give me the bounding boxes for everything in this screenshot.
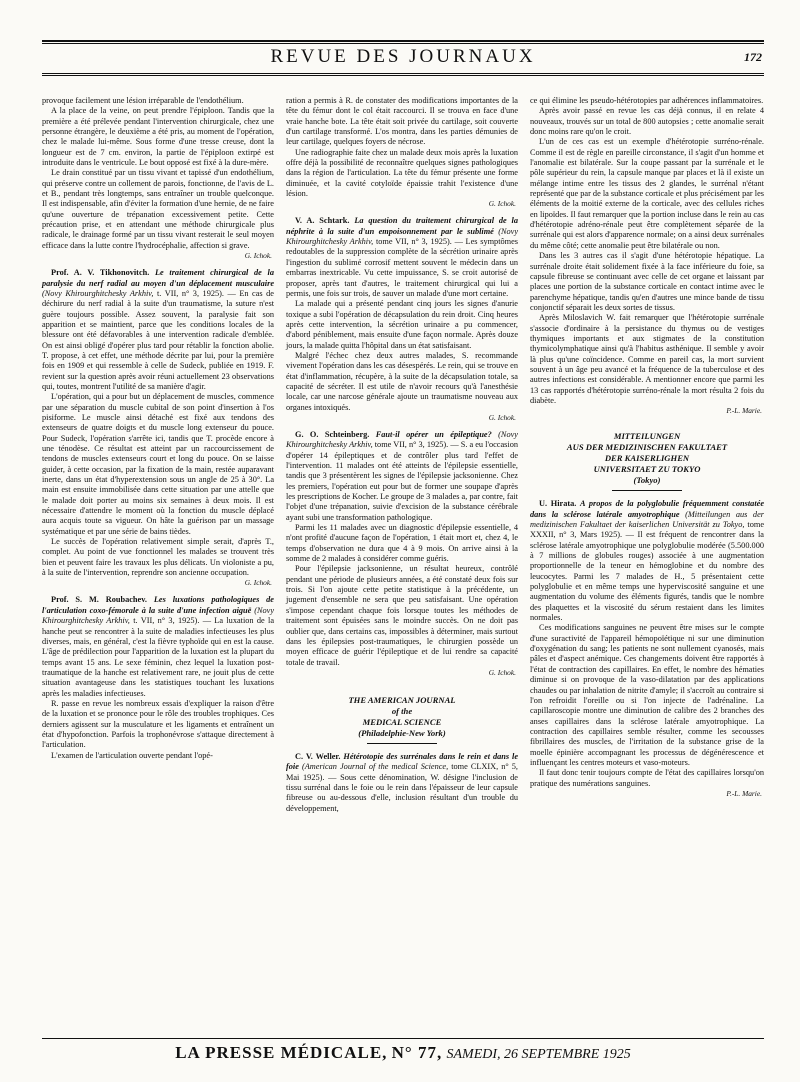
- article-source: (Novy Khirourghitchesky Arkhiv,: [286, 226, 519, 247]
- article-entry: [286, 430, 518, 523]
- header-rule-thin: [42, 43, 764, 44]
- article-title: Hétérotopie des surrénales dans le rein et dans le foie: [286, 751, 518, 772]
- section-heading-line: UNIVERSITAET ZU TOKYO: [593, 464, 701, 475]
- article-author: Prof. S. M. Roubachev.: [51, 595, 147, 605]
- header-rule-bottom-2: [42, 75, 764, 76]
- section-heading-line: (Tokyo): [633, 475, 661, 486]
- paragraph: Une radiographie faite chez un malade deux mois après la luxation offre déjà la possibilité de reconnaître quelques signes pathologiques dans la région de l'articulation. La tête du fémur présente une forme diminuée, et la cavité cotyloïde épaissie trahit l'existence d'une lésion.: [286, 147, 518, 199]
- signature: G. Ichok.: [488, 199, 516, 209]
- section-heading-line: MITTEILUNGEN: [613, 431, 681, 442]
- page-number: 172: [744, 50, 762, 64]
- article-author: U. Hirata.: [539, 499, 577, 509]
- section-heading-line: of the: [391, 705, 413, 716]
- article-entry: [530, 499, 764, 623]
- footer-rule: [42, 1038, 764, 1039]
- article-source: (American Journal of the medical Science,: [301, 762, 449, 772]
- section-divider: [367, 743, 437, 744]
- article-body: tome VII, n° 3, 1925). — S. a eu l'occasion d'opérer 14 épileptiques et de contrôler plus tard l'effet de l'intervention. 11 malades ont été atteints de l'épilepsie essentielle, tandis que 3 présentèrent les signes de l'épilepsie jacksonienne. Chez les premiers, l'opération eut pour but de former une soupape d'après les prescriptions de Kocher. Le groupe de 3 malades a, par contre, fait l'objet d'une trépanation, suivie d'excision de la substance cérébrale ayant subi une transformation pathologique.: [286, 440, 518, 522]
- paragraph: Ces modifications sanguines ne peuvent être mises sur le compte d'une suractivité de l'appareil hémopoïétique ni sur une diminution d'oxygénation du sang; les patients ne sont nullement cyanosés, mais pâles et d'aspect anémique. Ces changements doivent être rapportés à l'état de contraction des capillaires. En effet, le nombre des hématies diminue si on provoque de la vaso-dilatation par des applications chaudes ou par inhalation de nitrite d'amyle; il s'accroît au contraire si l'on refroidit l'oreille ou si l'on injecte de l'adrénaline. La capillaroscopie montre une diminution de calibre des 2 branches des anses capillaires dans la sclérose latérale amyotrophique. La contraction des capillaires semble résulter, comme les secousses fibrillaires des muscles, de l'irritation de la substance grise de la moelle épinière accompagnant les processus de dégénérescence et influençant les centres moteurs et vaso-moteurs.: [530, 623, 764, 767]
- paragraph: L'opération, qui a pour but un déplacement de muscles, commence par une séparation du muscle cubital de son point d'insertion à l'os pisiforme. Le muscle ainsi détaché est fixé aux tendons des extenseurs de quatre doigts et du muscle long extenseur du pouce. Pour Sudeck, l'opération s'arrête ici, tandis que T. procède encore à une ténodèse. Ce résultat est atteint par un raccourcissement de tendons de muscles extenseurs court et long du pouce. On se laisse guider, à cette occasion, par la fixation de la main, restée auparavant inerte, dans un état d'hyperextension sous un angle de 25 à 30°. La main est ensuite immobilisée dans cette situation par une attelle que le malade doit porter au moins six semaines à deux mois. Il est nécessaire d'attendre le moment où la fonction du muscle déplacé aura acquis toute sa vigueur. On hâte la guérison par un massage systématique et par une série de bains tièdes.: [42, 392, 274, 536]
- section-divider: [612, 490, 682, 491]
- article-author: G. O. Schteinberg.: [295, 429, 370, 439]
- article-entry: [42, 268, 274, 392]
- column-left: [42, 96, 274, 761]
- column-right: [530, 96, 764, 806]
- section-heading: [530, 431, 764, 486]
- paragraph: ce qui élimine les pseudo-hétérotopies par adhérences inflammatoires.: [530, 96, 764, 105]
- signature: G. Ichok.: [488, 667, 516, 677]
- signature: G. Ichok.: [244, 578, 272, 588]
- paragraph: L'un de ces cas est un exemple d'hétérotopie surréno-rénale. Comme il est de règle en pareille circonstance, il s'agit d'un homme et l'anomalie est bilatérale. Sur la coupe passant par la surrénale et le pôle supérieur du rein, la capsule manque par places et là il existe un mélange intime entre les tissus des 2 glandes, le surrénal n'étant représenté que par de la substance corticale et plus précisément par les éléments de la moitié externe de la corticale, avec des cellules riches en lipoïdes. Il faut remarquer que la portion incluse dans le rein au cas d'hétérotopie adréno-rénale peut être complètement séparée de la surrénale qui est alors d'apparence normale; on a ainsi deux surrénales du même côté; cette anomalie peut être bilatérale ou non.: [530, 137, 764, 250]
- article-title: Les luxations pathologiques de l'articulation coxo-fémorale à la suite d'une infection aiguë: [42, 595, 274, 615]
- paragraph: L'examen de l'articulation ouverte pendant l'opé-: [51, 750, 213, 760]
- paragraph: ration a permis à R. de constater des modifications importantes de la tête du fémur dont le col était raccourci. Il se trouva en face d'une vraie hanche bote. La tête était soit privée du cartilage, soit couverte d'un cartilage transformé. L'os montra, dans les parties démunies de leur cartilage, quelques foyers de nécrose.: [286, 96, 518, 147]
- paragraph: R. passe en revue les nombreux essais d'expliquer la raison d'être de la luxation et se prononce pour le rôle des troubles trophiques. Ces derniers agissent sur la musculature et les ligaments et entraînent un état d'hypofonction. Parfois la trophonévrose s'attaque directement à l'articulation.: [42, 698, 274, 750]
- signature: G. Ichok.: [488, 412, 516, 422]
- footer-issue: N° 77,: [391, 1043, 443, 1062]
- footer-journal: LA PRESSE MÉDICALE,: [175, 1043, 388, 1062]
- paragraph: A la place de la veine, on peut prendre l'épiploon. Tandis que la première a été prélevée pendant l'intervention chirurgicale, chez une personne étrangère, le deuxième a été pris, au moment de l'opération, chez le malade lui-même. Sous forme d'une tresse creuse, dont la longueur est de 7 cm. environ, la partie de l'épiploon extirpé est introduite dans le ventricule. Le bout opposé est fixé à la dure-mère.: [42, 106, 274, 168]
- article-source: (Mitteilungen aus der medizinischen Fakultaet der kaiserlichen Universität zu Tokyo,: [530, 509, 764, 529]
- paragraph: Après Miloslavich W. fait remarquer que l'hétérotopie surrénale s'associe d'ordinaire à la persistance du thymus ou de vestiges thymiques importants et aux stigmates de la constitution thymicolymphatique ainsi qu'à l'habitus asthénique. Il semble y avoir là plus qu'une coïncidence. Comme en pareil cas, la mort survient souvent à un âge peu avancé et la fréquence de la tuberculose et des autres infections est considérable. A mentionner encore que parmi les 13 cas rapportés d'hétérotopie surréno-rénale la mort résulta 2 fois du diabète.: [530, 313, 764, 405]
- column-middle: [286, 96, 518, 814]
- paragraph: Le drain constitué par un tissu vivant et tapissé d'un endothélium, qui préserve contre un collement de parois, fonctionne, de l'avis de L. et B., pendant très longtemps, sans entraîner un trouble quelconque. Il est indispensable, afin d'éviter la formation d'une hernie, de ne faire qu'une ouverture de trépanation excessivement petite. Cette précaution prise, et en attendant une méthode chirurgicale plus radicale, le drainage formé par un tissu vivant resterait le seul moyen efficace dans la lutte contre l'hydrocéphalie, affection si grave.: [42, 168, 274, 250]
- paragraph: Pour l'épilepsie jacksonienne, un résultat heureux, contrôlé pendant une période de plusieurs années, a été constaté deux fois sur trois. Si l'on ajoute cette petite statistique à la précédente, un jugement d'ensemble ne sera que peu satisfaisant. Une opération s'impose cependant chaque fois lorsque toutes les méthodes de traitement sont épuisées sans le moindre succès. On ne doit pas oublier que, dans certains cas, impossibles à déterminer, mais surtout dans les épilepsies post-traumatiques, le chirurgien possède un moyen efficace de guérir l'épileptique et de lui rendre sa capacité totale de travail.: [286, 564, 518, 667]
- paragraph: Il faut donc tenir toujours compte de l'état des capillaires lorsqu'on pratique des numérations sanguines.: [530, 768, 764, 788]
- signature: P.-L. Marie.: [726, 788, 762, 798]
- article-author: C. V. Weller.: [295, 751, 341, 761]
- paragraph: Malgré l'échec chez deux autres malades, S. recommande vivement l'opération dans les cas désespérés. Le rein, qui se trouve en état d'inflammation, récupère, à la suite de la décapsulation totale, sa capacité de sécréter. Il est utile de n'avoir recours qu'à l'anesthésie locale, car une narcose générale ajoute un traumatisme nouveau aux organes intoxiqués.: [286, 350, 518, 412]
- article-entry: [42, 595, 274, 698]
- article-author: Prof. A. V. Tikhonovitch.: [51, 268, 150, 278]
- article-title: Le traitement chirurgical de la paralysie du nerf radial au moyen d'un déplacement musculaire: [42, 268, 274, 288]
- article-source: (Novy Khirourghitchesky Arkhiv,: [42, 288, 154, 298]
- article-body: tome XXXII, n° 3, Mars 1925). — Il est fréquent de rencontrer dans la sclérose latérale amyotrophique une polyglobulie modérée (5.500.000 à 7 millions de globules rouges) associée à une augmentation proportionnelle de la teneur en hémoglobine et du nombre des leucocytes. Parmi les 7 malades de H., 5 présentaient cette polyglobulie et en même temps une hyperviscosité sanguine et une augmentation du volume des éléments figurés, tandis que le nombre des plaquettes et la viscosité du sérum restaient dans les limites normales.: [530, 520, 765, 623]
- section-heading: [286, 695, 518, 739]
- signature: G. Ichok.: [244, 251, 272, 261]
- signature: P.-L. Marie.: [726, 406, 762, 416]
- paragraph: Dans les 3 autres cas il s'agit d'une hétérotopie hépatique. La surrénale droite était solidement fixée à la face inférieure du foie, sa capsule fibreuse se continuant avec celle de cet organe et laissant par places une portion de la substance corticale en contact intime avec le parenchyme hépatique, tandis qu'en d'autres une mince bande de tissu conjonctif séparait les deux sortes de tissus.: [530, 251, 764, 312]
- article-title: Faut-il opérer un épileptique?: [375, 429, 492, 439]
- header-rule-thick: [42, 40, 764, 42]
- article-author: V. A. Schtark.: [295, 216, 350, 226]
- article-body: tome CLXIX, n° 5, Mai 1925). — Sous cette dénomination, W. désigne l'inclusion de tissu surrénal dans le foie ou le rein dans l'épaisseur de leur capsule fibreuse ou au-dessous d'elle, inclusion résultant d'un trouble du développement,: [286, 762, 518, 813]
- article-entry: [286, 752, 518, 814]
- article-source: (Novy Khirourghitchesky Arkhiv,: [286, 429, 518, 450]
- article-body: tome VII, n° 3, 1925). — Les symptômes redoutables de la suppression complète de la sécrétion urinaire après l'ingestion du sublimé corrosif mettent souvent le médecin dans un embarras inextricable. Vu cette impuissance, S. se croit autorisé de proposer, après tant d'autres, le traitement chirurgical qui lui a permis, une fois sur trois, de sauver un malade d'une mort certaine.: [286, 237, 519, 298]
- article-title: A propos de la polyglobulie fréquemment constatée dans la sclérose latérale amyotrophique: [530, 499, 764, 519]
- paragraph: Le succès de l'opération relativement simple serait, d'après T., complet. Au point de vue fonctionnel les malades se trouvent très bien et peuvent faire les travaux les plus délicats. Un violoniste a pu, à la suite de l'intervention, reprendre son ancienne occupation.: [42, 537, 274, 578]
- running-header-title: REVUE DES JOURNAUX: [270, 46, 536, 67]
- section-heading-line: AUS DER MEDIZINISCHEN FAKULTAET: [566, 442, 728, 453]
- section-heading-line: DER KAISERLIGHEN: [604, 453, 690, 464]
- paragraph: Parmi les 11 malades avec un diagnostic d'épilepsie essentielle, 4 n'ont profité d'aucune façon de l'opération, 1 était mort et, chez 4, le temps d'observation ne dura que 4 à 9 mois. On arrive ainsi à la somme de 2 malades à considérer comme guéris.: [286, 523, 518, 564]
- header-rule-bottom: [42, 73, 764, 74]
- article-entry: [286, 216, 518, 299]
- paragraph: Après avoir passé en revue les cas déjà connus, il en relate 4 nouveaux, trouvés sur un total de 800 autopsies ; cette anomalie serait donc moins rare qu'on le croit.: [530, 106, 764, 137]
- section-heading-line: MEDICAL SCIENCE: [362, 716, 442, 727]
- paragraph: La malade qui a présenté pendant cinq jours les signes d'anurie toxique a subi l'opération de décapsulation du rein droit. Cinq heures après cette intervention, la sécrétion urinaire a pu commencer, d'abord péniblement, mais ensuite d'une façon normale. Après douze jours, la malade quitta l'hôpital dans un état satisfaisant.: [286, 299, 518, 350]
- section-heading-line: THE AMERICAN JOURNAL: [348, 694, 456, 705]
- article-source: (Novy Khirourghitchesky Arkhiv,: [42, 605, 274, 626]
- page-footer: [42, 1043, 764, 1063]
- article-title: La question du traitement chirurgical de la néphrite à la suite d'un empoisonnement par le sublimé: [286, 216, 518, 236]
- section-heading-line: (Philadelphie-New York): [358, 727, 446, 738]
- paragraph: provoque facilement une lésion irréparable de l'endothélium.: [42, 96, 244, 105]
- article-body: t. VII, n° 3, 1925). — La luxation de la hanche peut se rencontrer à la suite de maladies infectieuses les plus diverses, mais, en général, c'est la fièvre typhoïde qui en est la cause. L'âge de prédilection pour l'apparition de la luxation est la plupart du temps avant 15 ans. Le sexe féminin, chez lequel la luxation post-traumatique de la hanche est relativement rare, ne jouit plus de cette situation avantageuse dans les statistiques touchant les luxations après les maladies infectieuses.: [42, 616, 275, 698]
- article-body: t. VII, n° 3, 1925). — En cas de déchirure du nerf radial à la suite d'un traumatisme, la suture n'est guère toujours possible. Assez souvent, la paralysie fait son apparition et se maintient, parce que les conditions locales de la blessure ont été défavorables à une intervention radicale d'emblée. On est ainsi obligé d'opérer plus tard pour rétablir la fonction abolie. T. propose, à cet effet, une méthode décrite par lui, pour la première fois en 1909 et qui ressemble à celle de Sudeck, publiée en 1919. F. revient sur la question après avoir réuni actuellement 23 observations qui, toutes, montrent l'utilité de sa manière d'agir.: [42, 288, 274, 391]
- footer-date: SAMEDI, 26 SEPTEMBRE 1925: [446, 1047, 631, 1062]
